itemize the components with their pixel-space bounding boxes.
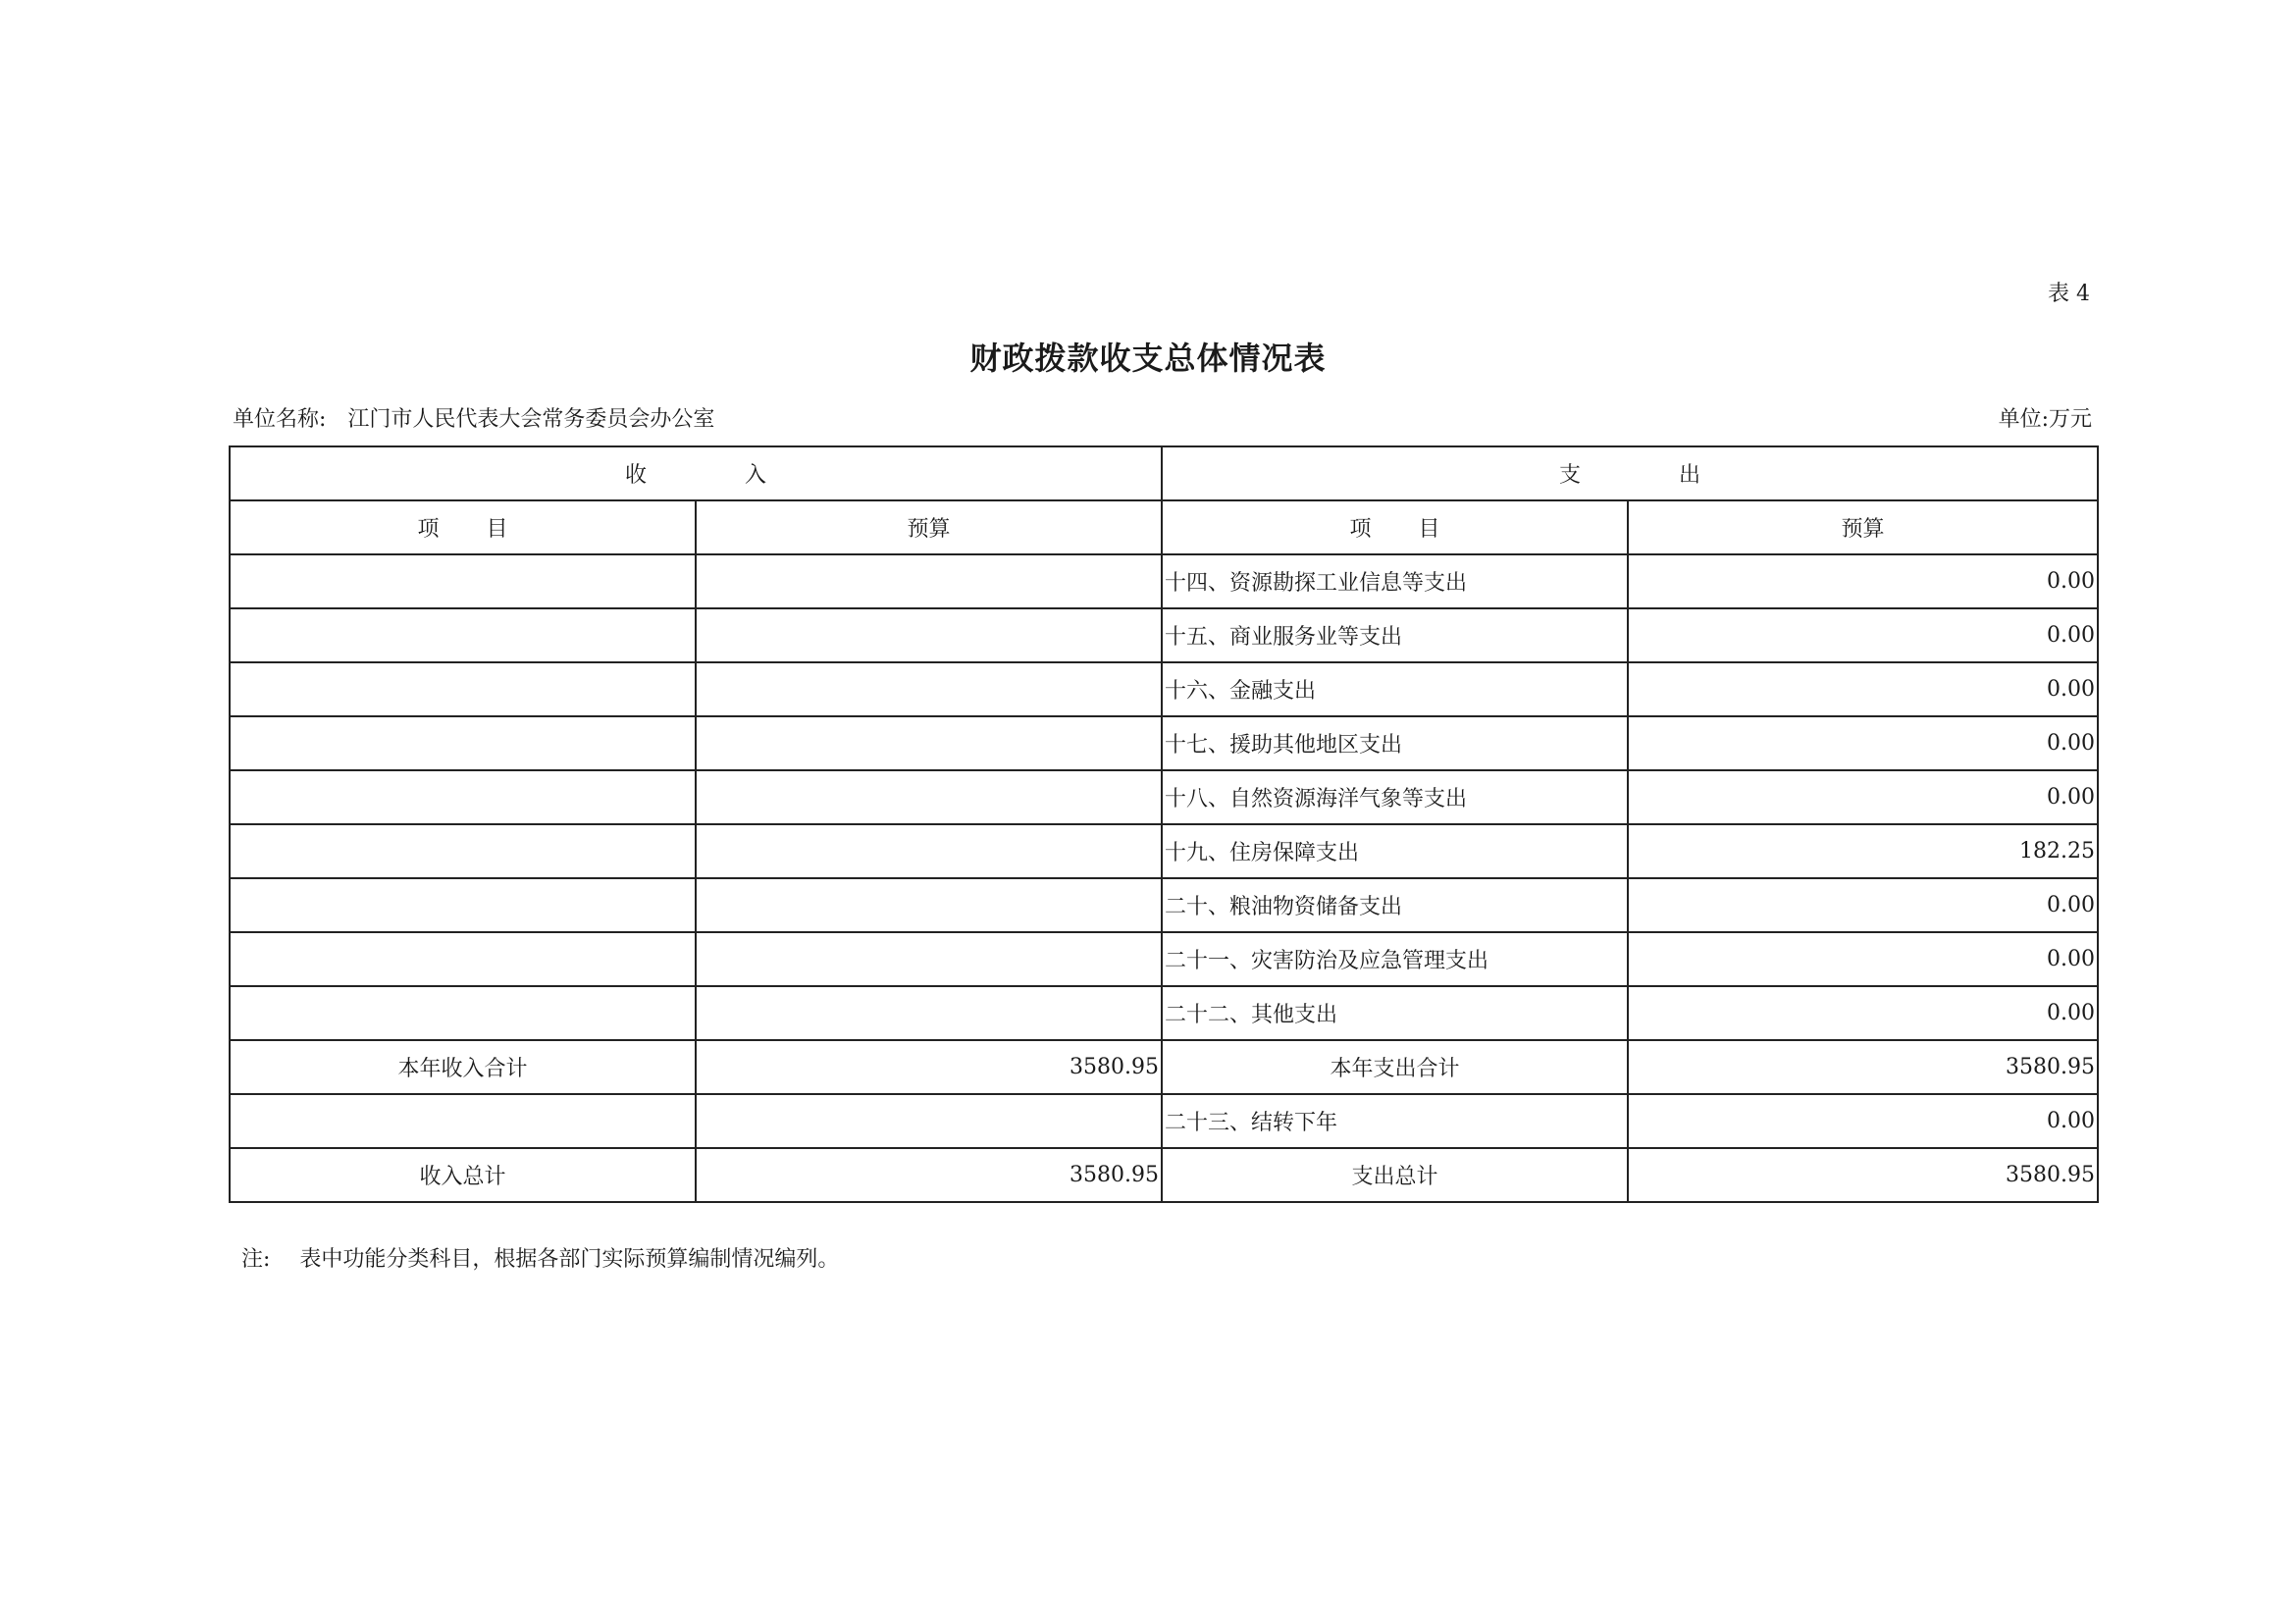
table-row: [230, 986, 2098, 1040]
income-item-cell: [230, 608, 696, 662]
header-row-group: [230, 446, 2098, 500]
table-number: 表 4: [2048, 282, 2090, 306]
expense-item-header-char-1: 项: [1349, 517, 1372, 542]
footnote-label: 注:: [241, 1247, 271, 1272]
income-budget-header: 预算: [696, 500, 1162, 554]
expense-budget-cell: 0.00: [1628, 878, 2098, 932]
income-budget-cell: [696, 824, 1162, 878]
carry-forward-value: 0.00: [1628, 1094, 2098, 1148]
currency-unit-value: 万元: [2048, 407, 2092, 432]
income-subtotal-label: 本年收入合计: [230, 1040, 696, 1094]
income-budget-cell: [696, 608, 1162, 662]
income-budget-cell: [696, 1094, 1162, 1148]
expense-item-header-char-2: 目: [1418, 517, 1440, 542]
income-item-cell: [230, 932, 696, 986]
expense-item-cell: 十六、金融支出: [1162, 662, 1628, 716]
expense-budget-cell: 0.00: [1628, 662, 2098, 716]
expense-budget-cell: 0.00: [1628, 554, 2098, 608]
income-total-label: 收入总计: [230, 1148, 696, 1202]
expense-header: [1162, 446, 2098, 500]
income-budget-cell: [696, 770, 1162, 824]
income-item-cell: [230, 662, 696, 716]
expense-budget-cell: 0.00: [1628, 770, 2098, 824]
income-header-char-1: 收: [624, 463, 647, 488]
table-row: [230, 554, 2098, 608]
table-row: [230, 770, 2098, 824]
income-budget-cell: [696, 662, 1162, 716]
expense-item-cell: 十九、住房保障支出: [1162, 824, 1628, 878]
expense-total-label: 支出总计: [1162, 1148, 1628, 1202]
income-item-header-char-2: 目: [486, 517, 508, 542]
expense-budget-cell: 0.00: [1628, 932, 2098, 986]
page-title: 财政拨款收支总体情况表: [969, 340, 1327, 377]
unit-name-value: 江门市人民代表大会常务委员会办公室: [347, 407, 715, 432]
income-item-cell: [230, 1094, 696, 1148]
table-row: [230, 662, 2098, 716]
subtotal-row: [230, 1040, 2098, 1094]
table-row: [230, 608, 2098, 662]
income-header: [230, 446, 1162, 500]
expense-item-cell: 十五、商业服务业等支出: [1162, 608, 1628, 662]
expense-item-cell: 十七、援助其他地区支出: [1162, 716, 1628, 770]
expense-item-cell: 二十一、灾害防治及应急管理支出: [1162, 932, 1628, 986]
income-item-header: [230, 500, 696, 554]
carry-forward-label: 二十三、结转下年: [1162, 1094, 1628, 1148]
expense-total-value: 3580.95: [1628, 1148, 2098, 1202]
expense-item-cell: 十八、自然资源海洋气象等支出: [1162, 770, 1628, 824]
income-item-cell: [230, 554, 696, 608]
income-item-cell: [230, 716, 696, 770]
footnote-text: 表中功能分类科目，根据各部门实际预算编制情况编列。: [299, 1247, 840, 1272]
income-total-value: 3580.95: [696, 1148, 1162, 1202]
table-row: [230, 932, 2098, 986]
income-budget-cell: [696, 932, 1162, 986]
income-item-cell: [230, 824, 696, 878]
expense-budget-header: 预算: [1628, 500, 2098, 554]
expense-item-cell: 十四、资源勘探工业信息等支出: [1162, 554, 1628, 608]
income-item-header-char-1: 项: [417, 517, 440, 542]
table-row: [230, 824, 2098, 878]
expense-item-cell: 二十、粮油物资储备支出: [1162, 878, 1628, 932]
income-budget-cell: [696, 986, 1162, 1040]
table-row: [230, 878, 2098, 932]
expense-header-char-2: 出: [1679, 463, 1701, 488]
income-budget-cell: [696, 878, 1162, 932]
expense-budget-cell: 0.00: [1628, 608, 2098, 662]
footnote: [241, 1242, 839, 1273]
total-row: [230, 1148, 2098, 1202]
income-header-char-2: 入: [745, 463, 767, 488]
expense-budget-cell: 0.00: [1628, 716, 2098, 770]
income-subtotal-value: 3580.95: [696, 1040, 1162, 1094]
income-item-cell: [230, 878, 696, 932]
expense-subtotal-value: 3580.95: [1628, 1040, 2098, 1094]
table-row: [230, 716, 2098, 770]
currency-unit-line: [1913, 402, 2092, 433]
currency-unit-label: 单位:: [1998, 407, 2049, 432]
income-item-cell: [230, 986, 696, 1040]
expense-item-cell: 二十二、其他支出: [1162, 986, 1628, 1040]
income-budget-cell: [696, 716, 1162, 770]
unit-name-label: 单位名称:: [233, 407, 327, 432]
expense-header-char-1: 支: [1558, 463, 1581, 488]
income-item-cell: [230, 770, 696, 824]
header-row-columns: [230, 500, 2098, 554]
expense-subtotal-label: 本年支出合计: [1162, 1040, 1628, 1094]
expense-budget-cell: 0.00: [1628, 986, 2098, 1040]
expense-item-header: [1162, 500, 1628, 554]
expense-budget-cell: 182.25: [1628, 824, 2098, 878]
carry-forward-row: [230, 1094, 2098, 1148]
budget-table: [229, 445, 2099, 1203]
unit-name-line: [233, 402, 714, 433]
income-budget-cell: [696, 554, 1162, 608]
